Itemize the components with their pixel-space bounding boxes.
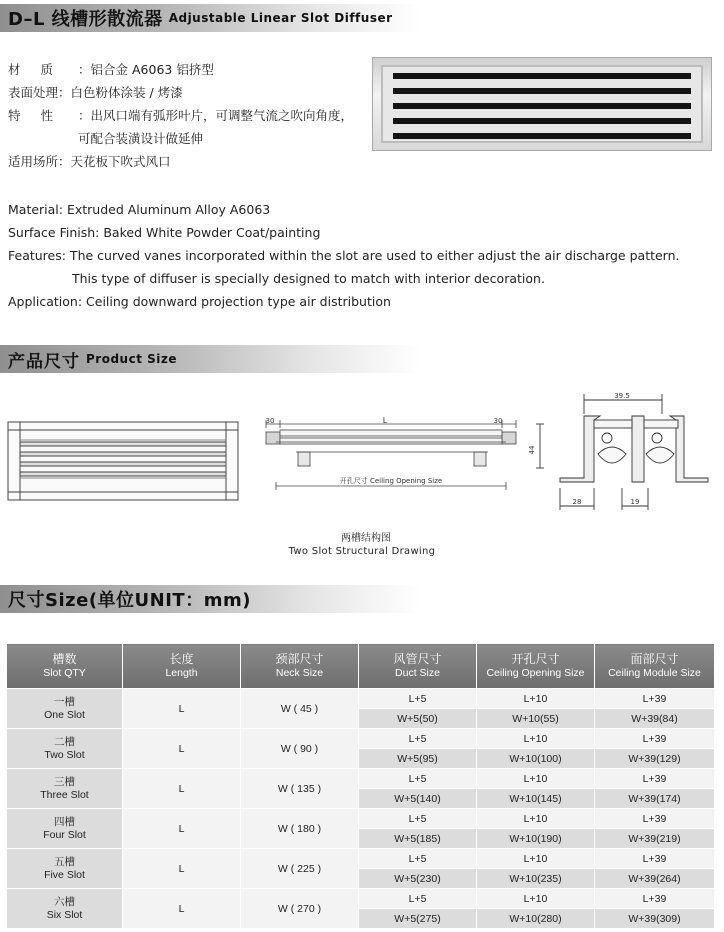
diffuser-frame [381, 65, 703, 143]
dim-39-5: 39.5 [614, 392, 630, 400]
length-cell: L [123, 689, 241, 729]
open-l-cell: L+10 [477, 809, 595, 829]
open-w-cell: W+10(55) [477, 709, 595, 729]
title-banner [0, 4, 420, 32]
dim-30-right: 30 [493, 417, 503, 425]
spec-finish-zh: 表面处理 ： 白色粉体涂装 / 烤漆 [8, 85, 183, 100]
table-row [7, 889, 715, 909]
spec-features-zh: 特性 ： 出风口端有弧形叶片，可调整气流之吹向角度， [8, 108, 354, 123]
open-l-cell: L+10 [477, 689, 595, 709]
duct-l-cell: L+5 [359, 689, 477, 709]
table-row [7, 769, 715, 789]
neck-cell: W ( 45 ) [241, 689, 359, 729]
module-l-cell: L+39 [595, 849, 715, 869]
module-w-cell: W+39(309) [595, 909, 715, 929]
module-w-cell: W+39(84) [595, 709, 715, 729]
slot-bar [393, 88, 691, 94]
duct-l-cell: L+5 [359, 849, 477, 869]
open-l-cell: L+10 [477, 849, 595, 869]
slot-bar [393, 118, 691, 124]
dim-30-left: 30 [265, 417, 275, 425]
length-cell: L [123, 849, 241, 889]
spec-finish-en: Surface Finish: Baked White Powder Coat/painting [8, 225, 321, 240]
ceiling-opening-label: 开孔尺寸 Ceiling Opening Size [339, 477, 443, 485]
table-row [7, 729, 715, 749]
slot-bar [393, 133, 691, 139]
module-w-cell: W+39(174) [595, 789, 715, 809]
header-neck-size: 颈部尺寸 Neck Size [241, 644, 359, 689]
chinese-specs [8, 58, 353, 173]
module-w-cell: W+39(264) [595, 869, 715, 889]
table-row [7, 809, 715, 829]
module-w-cell: W+39(129) [595, 749, 715, 769]
product-size-banner [0, 345, 420, 373]
slot-bar [393, 103, 691, 109]
product-size-title-en: Product Size [86, 352, 177, 366]
drawing-caption-zh: 两槽结构图 [341, 533, 391, 544]
spec-features-en: Features: The curved vanes incorporated within the slot are used to either adjust the air discharge pattern. [8, 248, 680, 263]
spec-application-zh: 适用场所 ： 天花板下吹式风口 [8, 154, 171, 169]
module-l-cell: L+39 [595, 729, 715, 749]
module-w-cell: W+39(219) [595, 829, 715, 849]
length-cell: L [123, 809, 241, 849]
table-header-row [7, 644, 715, 689]
neck-cell: W ( 225 ) [241, 849, 359, 889]
spec-features-zh-2: 可配合装潢设计做延伸 [78, 131, 204, 146]
slot-qty-cell: 五槽 Five Slot [7, 849, 123, 889]
neck-cell: W ( 135 ) [241, 769, 359, 809]
duct-l-cell: L+5 [359, 889, 477, 909]
duct-w-cell: W+5(275) [359, 909, 477, 929]
open-w-cell: W+10(235) [477, 869, 595, 889]
model-title: D–L 线槽形散流器 [8, 9, 163, 30]
drawing-caption [0, 532, 724, 558]
open-w-cell: W+10(145) [477, 789, 595, 809]
duct-l-cell: L+5 [359, 769, 477, 789]
duct-w-cell: W+5(95) [359, 749, 477, 769]
drawing-caption-en: Two Slot Structural Drawing [288, 546, 436, 557]
slot-bar [393, 73, 691, 79]
cross-section-drawing [536, 394, 708, 510]
slot-qty-cell: 二槽 Two Slot [7, 729, 123, 769]
duct-w-cell: W+5(230) [359, 869, 477, 889]
length-cell: L [123, 729, 241, 769]
duct-l-cell: L+5 [359, 729, 477, 749]
slot-qty-cell: 六槽 Six Slot [7, 889, 123, 929]
size-table [6, 643, 715, 929]
header-duct-size: 风管尺寸 Duct Size [359, 644, 477, 689]
length-cell: L [123, 769, 241, 809]
duct-w-cell: W+5(140) [359, 789, 477, 809]
open-w-cell: W+10(280) [477, 909, 595, 929]
neck-cell: W ( 180 ) [241, 809, 359, 849]
module-l-cell: L+39 [595, 889, 715, 909]
header-ceiling-opening-size: 开孔尺寸 Ceiling Opening Size [477, 644, 595, 689]
dim-L-label: L [382, 416, 388, 425]
slot-qty-cell: 一槽 One Slot [7, 689, 123, 729]
duct-w-cell: W+5(185) [359, 829, 477, 849]
spec-material-zh: 材质 ： 铝合金 A6063 铝挤型 [8, 62, 214, 77]
front-view-drawing [8, 422, 238, 500]
slot-qty-cell: 四槽 Four Slot [7, 809, 123, 849]
english-title: Adjustable Linear Slot Diffuser [168, 11, 393, 25]
module-l-cell: L+39 [595, 769, 715, 789]
spec-application-en: Application: Ceiling downward projection type air distribution [8, 294, 391, 309]
module-l-cell: L+39 [595, 809, 715, 829]
dim-19: 19 [630, 498, 640, 506]
open-l-cell: L+10 [477, 729, 595, 749]
open-l-cell: L+10 [477, 889, 595, 909]
header-length: 长度 Length [123, 644, 241, 689]
neck-cell: W ( 90 ) [241, 729, 359, 769]
open-w-cell: W+10(190) [477, 829, 595, 849]
module-l-cell: L+39 [595, 689, 715, 709]
header-slot-qty: 槽数 Slot QTY [7, 644, 123, 689]
table-row [7, 689, 715, 709]
open-l-cell: L+10 [477, 769, 595, 789]
size-banner [0, 585, 420, 613]
duct-w-cell: W+5(50) [359, 709, 477, 729]
spec-features-en-2: This type of diffuser is specially designed to match with interior decoration. [72, 271, 545, 286]
spec-material-en: Material: Extruded Aluminum Alloy A6063 [8, 202, 271, 217]
dim-44: 44 [528, 445, 536, 455]
dim-28: 28 [572, 498, 582, 506]
slot-qty-cell: 三槽 Three Slot [7, 769, 123, 809]
structural-drawings [0, 380, 724, 530]
english-specs [8, 198, 724, 313]
size-title: 尺寸Size(单位UNIT：mm) [8, 590, 251, 611]
product-size-title-zh: 产品尺寸 [8, 351, 80, 372]
open-w-cell: W+10(100) [477, 749, 595, 769]
length-cell: L [123, 889, 241, 929]
duct-l-cell: L+5 [359, 809, 477, 829]
product-photo [372, 57, 712, 151]
header-ceiling-module-size: 面部尺寸 Ceiling Module Size [595, 644, 715, 689]
neck-cell: W ( 270 ) [241, 889, 359, 929]
table-row [7, 849, 715, 869]
